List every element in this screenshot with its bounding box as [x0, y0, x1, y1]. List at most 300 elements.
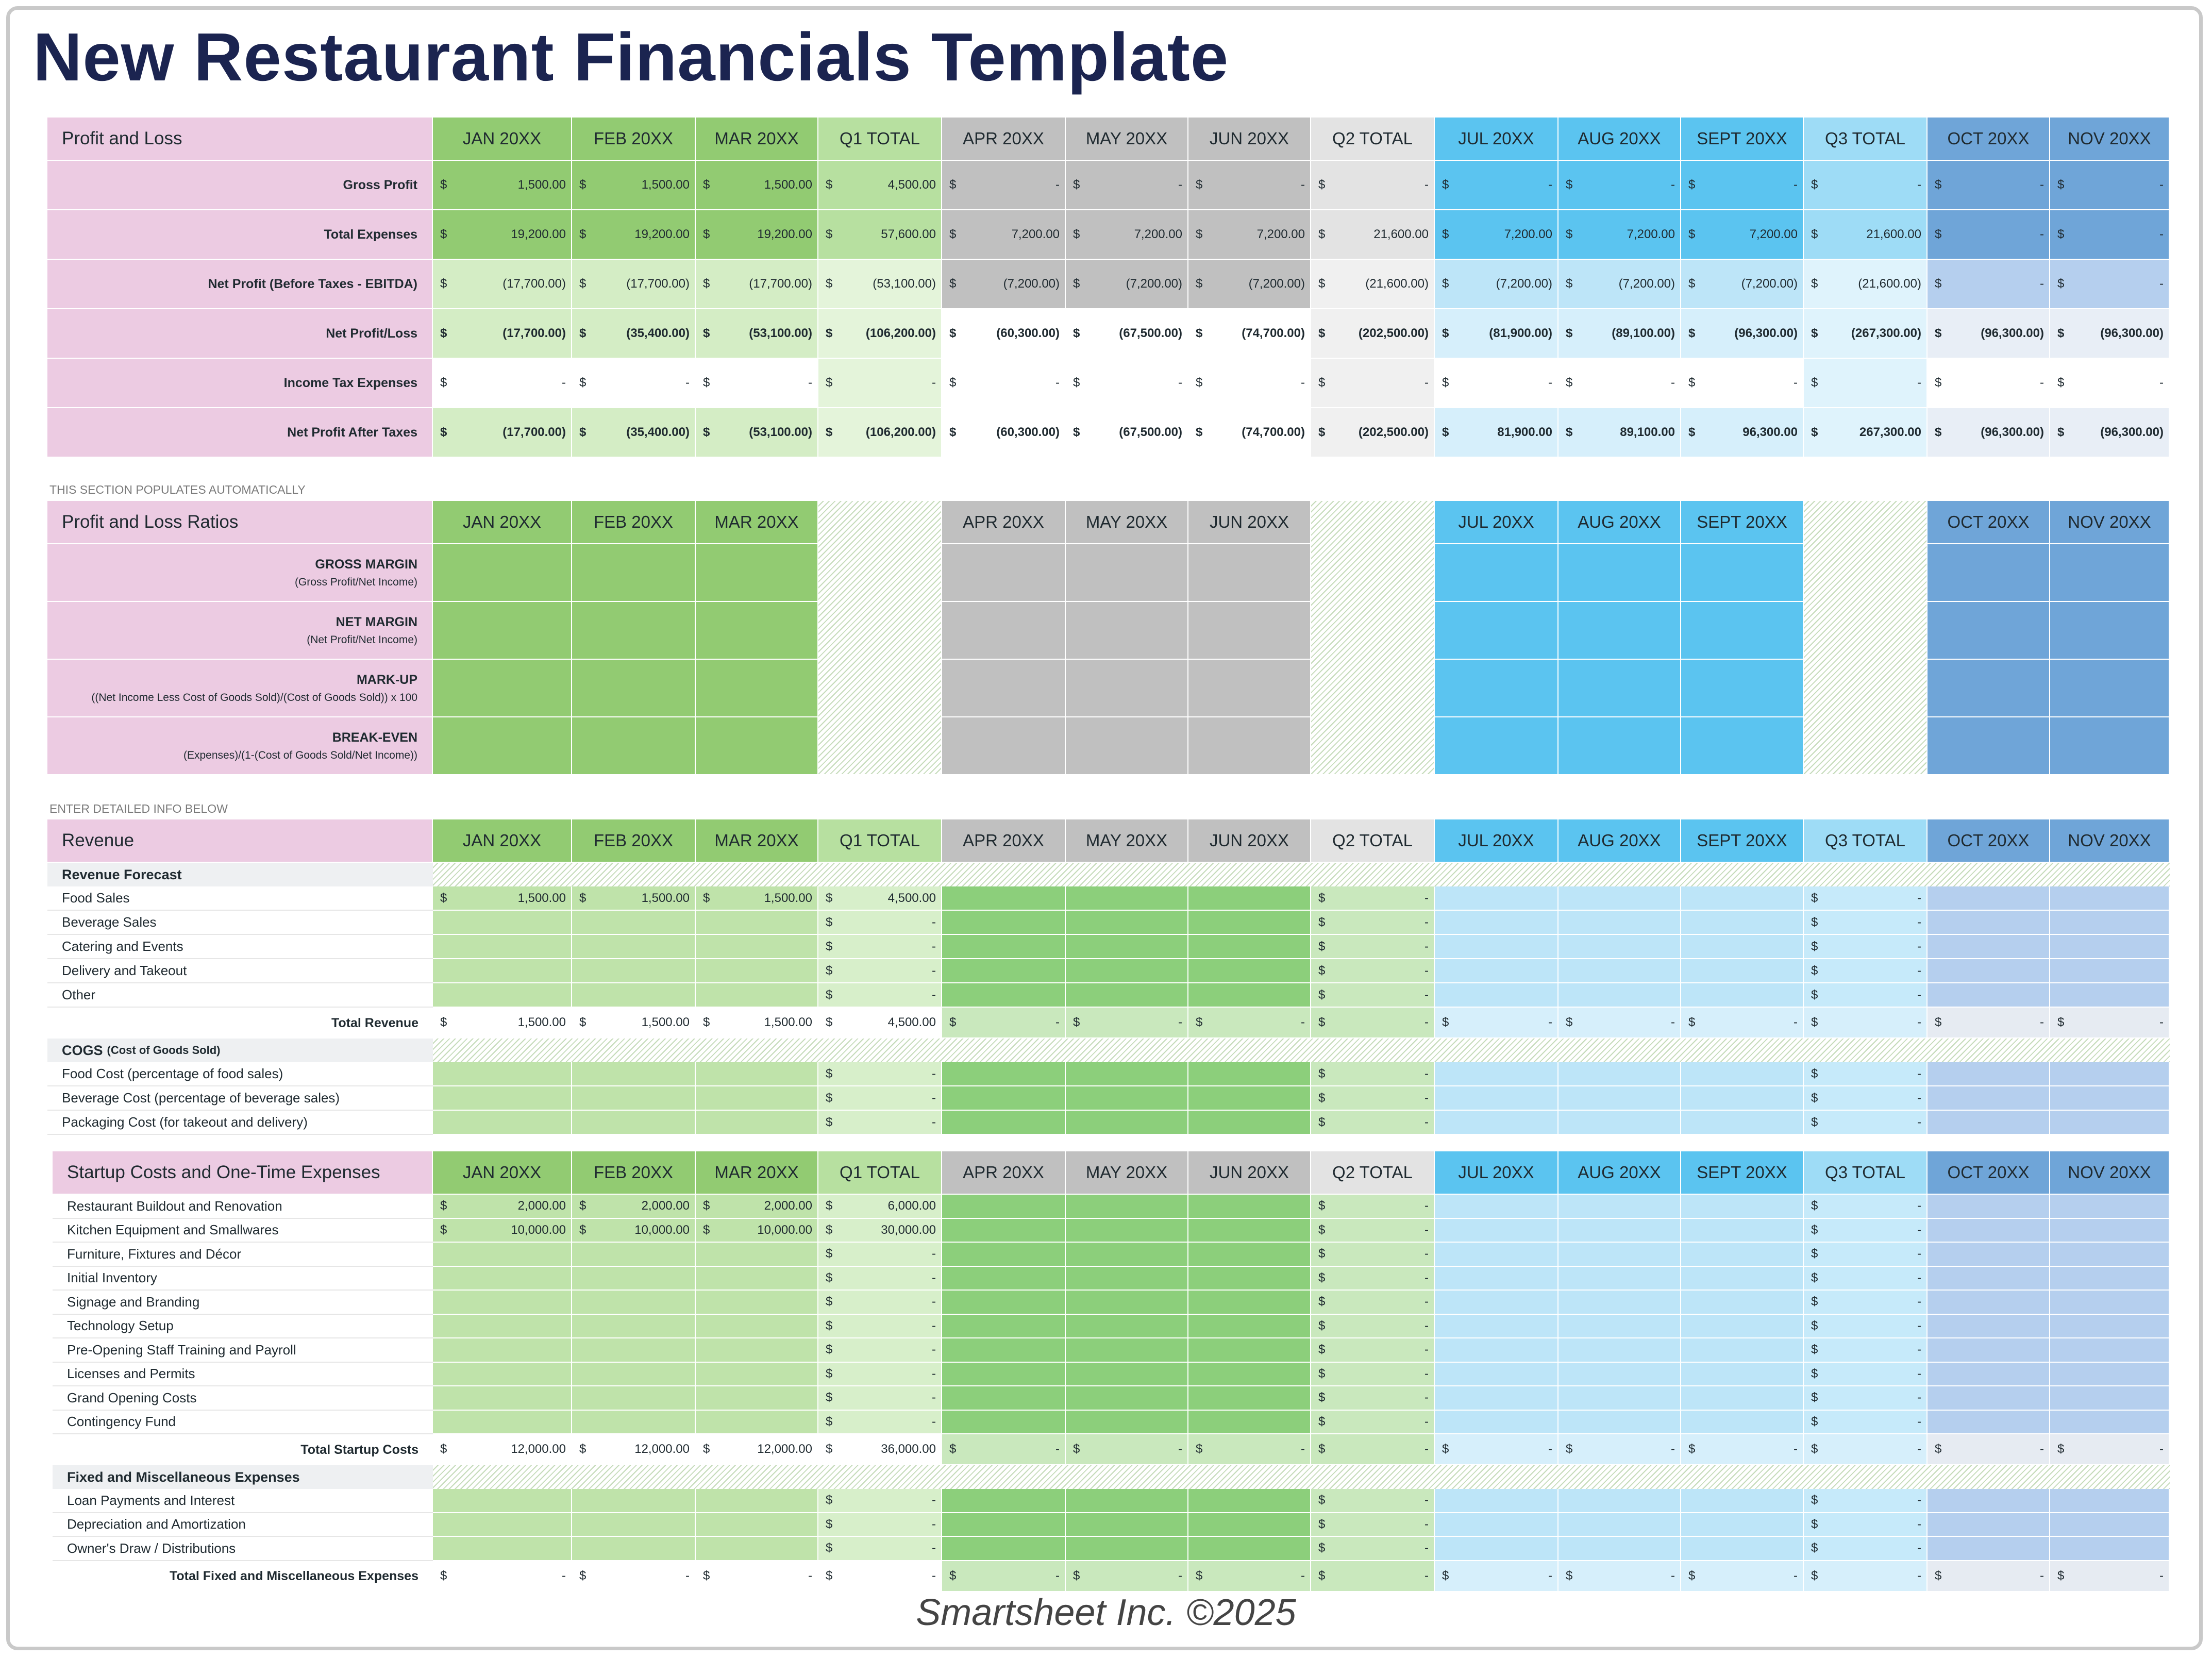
value-cell[interactable] — [1311, 1363, 1435, 1387]
value-cell[interactable] — [1681, 1386, 1804, 1411]
value-cell[interactable] — [942, 886, 1066, 911]
value-cell[interactable] — [696, 1537, 818, 1561]
value-cell[interactable] — [572, 1363, 696, 1387]
value-cell[interactable] — [1311, 983, 1435, 1008]
value-cell[interactable] — [1066, 1411, 1188, 1435]
value-cell[interactable] — [1435, 1243, 1559, 1267]
value-cell[interactable] — [433, 1338, 572, 1363]
value-cell[interactable] — [1804, 1363, 1928, 1387]
ratio-value-cell[interactable] — [2050, 717, 2170, 775]
value-cell[interactable] — [1559, 1315, 1681, 1339]
value-cell[interactable] — [818, 983, 942, 1008]
value-cell[interactable] — [1559, 1111, 1681, 1135]
value-cell[interactable] — [1066, 1513, 1188, 1537]
value-cell[interactable] — [818, 935, 942, 959]
value-cell[interactable] — [696, 1489, 818, 1513]
value-cell[interactable] — [1804, 1513, 1928, 1537]
value-cell[interactable] — [1804, 1062, 1928, 1086]
value-cell[interactable] — [2050, 1219, 2170, 1243]
ratio-value-cell[interactable] — [572, 602, 696, 660]
value-cell[interactable] — [818, 1513, 942, 1537]
value-cell[interactable] — [1066, 1219, 1188, 1243]
ratio-value-cell[interactable] — [1435, 660, 1559, 717]
value-cell[interactable] — [1311, 1537, 1435, 1561]
value-cell[interactable] — [1928, 1219, 2050, 1243]
value-cell[interactable] — [942, 911, 1066, 935]
value-cell[interactable] — [433, 1537, 572, 1561]
value-cell[interactable] — [1681, 1537, 1804, 1561]
value-cell[interactable] — [1311, 1219, 1435, 1243]
value-cell[interactable] — [1804, 1243, 1928, 1267]
ratio-value-cell[interactable] — [2050, 544, 2170, 602]
value-cell[interactable] — [818, 1111, 942, 1135]
ratio-value-cell[interactable] — [572, 660, 696, 717]
value-cell[interactable] — [433, 911, 572, 935]
value-cell[interactable] — [1681, 1338, 1804, 1363]
value-cell[interactable] — [1311, 1086, 1435, 1111]
value-cell[interactable] — [1311, 1195, 1435, 1219]
ratio-value-cell[interactable] — [1066, 602, 1188, 660]
value-cell[interactable] — [1435, 1267, 1559, 1291]
value-cell[interactable] — [433, 1386, 572, 1411]
ratio-value-cell[interactable] — [1681, 717, 1804, 775]
value-cell[interactable] — [2050, 1243, 2170, 1267]
value-cell[interactable] — [696, 1291, 818, 1315]
value-cell[interactable] — [1804, 1111, 1928, 1135]
value-cell[interactable] — [1928, 1386, 2050, 1411]
ratio-value-cell[interactable] — [1928, 602, 2050, 660]
value-cell[interactable] — [1066, 1315, 1188, 1339]
value-cell[interactable] — [1681, 886, 1804, 911]
ratio-value-cell[interactable] — [696, 602, 818, 660]
value-cell[interactable] — [2050, 959, 2170, 983]
value-cell[interactable] — [572, 1219, 696, 1243]
value-cell[interactable] — [1681, 1243, 1804, 1267]
value-cell[interactable] — [2050, 1537, 2170, 1561]
value-cell[interactable] — [433, 1411, 572, 1435]
value-cell[interactable] — [696, 1086, 818, 1111]
value-cell[interactable] — [2050, 1386, 2170, 1411]
ratio-value-cell[interactable] — [942, 602, 1066, 660]
value-cell[interactable] — [1681, 1315, 1804, 1339]
value-cell[interactable] — [1188, 983, 1311, 1008]
value-cell[interactable] — [1188, 1386, 1311, 1411]
value-cell[interactable] — [696, 983, 818, 1008]
value-cell[interactable] — [1435, 1513, 1559, 1537]
value-cell[interactable] — [1066, 959, 1188, 983]
value-cell[interactable] — [1681, 911, 1804, 935]
value-cell[interactable] — [1311, 1062, 1435, 1086]
value-cell[interactable] — [942, 1243, 1066, 1267]
value-cell[interactable] — [696, 1062, 818, 1086]
value-cell[interactable] — [572, 1489, 696, 1513]
value-cell[interactable] — [1066, 1386, 1188, 1411]
value-cell[interactable] — [1681, 1489, 1804, 1513]
value-cell[interactable] — [818, 911, 942, 935]
value-cell[interactable] — [2050, 1062, 2170, 1086]
value-cell[interactable] — [696, 1219, 818, 1243]
value-cell[interactable] — [433, 1195, 572, 1219]
value-cell[interactable] — [433, 983, 572, 1008]
value-cell[interactable] — [696, 1243, 818, 1267]
value-cell[interactable] — [1188, 1537, 1311, 1561]
value-cell[interactable] — [1804, 1489, 1928, 1513]
value-cell[interactable] — [818, 1086, 942, 1111]
value-cell[interactable] — [1066, 1537, 1188, 1561]
value-cell[interactable] — [818, 1062, 942, 1086]
ratio-value-cell[interactable] — [1188, 544, 1311, 602]
value-cell[interactable] — [2050, 983, 2170, 1008]
value-cell[interactable] — [1559, 1386, 1681, 1411]
ratio-value-cell[interactable] — [696, 717, 818, 775]
value-cell[interactable] — [2050, 1513, 2170, 1537]
value-cell[interactable] — [1066, 911, 1188, 935]
value-cell[interactable] — [1311, 1267, 1435, 1291]
value-cell[interactable] — [2050, 911, 2170, 935]
value-cell[interactable] — [696, 1513, 818, 1537]
value-cell[interactable] — [818, 1195, 942, 1219]
value-cell[interactable] — [1435, 1291, 1559, 1315]
value-cell[interactable] — [1928, 1513, 2050, 1537]
value-cell[interactable] — [1804, 1315, 1928, 1339]
value-cell[interactable] — [1804, 1267, 1928, 1291]
value-cell[interactable] — [1928, 911, 2050, 935]
value-cell[interactable] — [1804, 983, 1928, 1008]
value-cell[interactable] — [1928, 1195, 2050, 1219]
value-cell[interactable] — [1066, 1267, 1188, 1291]
value-cell[interactable] — [1804, 1219, 1928, 1243]
ratio-value-cell[interactable] — [1435, 544, 1559, 602]
value-cell[interactable] — [1066, 1291, 1188, 1315]
value-cell[interactable] — [1311, 1315, 1435, 1339]
value-cell[interactable] — [572, 886, 696, 911]
value-cell[interactable] — [942, 935, 1066, 959]
value-cell[interactable] — [1311, 1243, 1435, 1267]
value-cell[interactable] — [1066, 935, 1188, 959]
value-cell[interactable] — [1311, 1411, 1435, 1435]
value-cell[interactable] — [942, 1338, 1066, 1363]
value-cell[interactable] — [818, 1363, 942, 1387]
ratio-value-cell[interactable] — [942, 717, 1066, 775]
value-cell[interactable] — [1559, 935, 1681, 959]
ratio-value-cell[interactable] — [433, 544, 572, 602]
ratio-value-cell[interactable] — [1188, 717, 1311, 775]
value-cell[interactable] — [1928, 1537, 2050, 1561]
value-cell[interactable] — [572, 959, 696, 983]
value-cell[interactable] — [942, 1086, 1066, 1111]
ratio-value-cell[interactable] — [1928, 544, 2050, 602]
ratio-value-cell[interactable] — [1681, 544, 1804, 602]
ratio-value-cell[interactable] — [1559, 544, 1681, 602]
value-cell[interactable] — [1928, 1363, 2050, 1387]
value-cell[interactable] — [1435, 1315, 1559, 1339]
value-cell[interactable] — [1928, 1338, 2050, 1363]
value-cell[interactable] — [942, 1267, 1066, 1291]
value-cell[interactable] — [1435, 1386, 1559, 1411]
value-cell[interactable] — [1928, 1111, 2050, 1135]
value-cell[interactable] — [1804, 959, 1928, 983]
value-cell[interactable] — [1066, 1062, 1188, 1086]
value-cell[interactable] — [1681, 1111, 1804, 1135]
value-cell[interactable] — [1435, 1363, 1559, 1387]
ratio-value-cell[interactable] — [433, 717, 572, 775]
value-cell[interactable] — [1188, 886, 1311, 911]
value-cell[interactable] — [1928, 1062, 2050, 1086]
value-cell[interactable] — [942, 1363, 1066, 1387]
value-cell[interactable] — [1435, 935, 1559, 959]
value-cell[interactable] — [942, 1537, 1066, 1561]
ratio-value-cell[interactable] — [696, 660, 818, 717]
value-cell[interactable] — [572, 1062, 696, 1086]
value-cell[interactable] — [572, 1315, 696, 1339]
value-cell[interactable] — [433, 1243, 572, 1267]
value-cell[interactable] — [1435, 1062, 1559, 1086]
value-cell[interactable] — [1066, 886, 1188, 911]
value-cell[interactable] — [1435, 1086, 1559, 1111]
value-cell[interactable] — [696, 1315, 818, 1339]
value-cell[interactable] — [433, 1219, 572, 1243]
value-cell[interactable] — [818, 959, 942, 983]
value-cell[interactable] — [1435, 1537, 1559, 1561]
value-cell[interactable] — [1435, 959, 1559, 983]
value-cell[interactable] — [1928, 935, 2050, 959]
value-cell[interactable] — [1681, 959, 1804, 983]
value-cell[interactable] — [572, 1338, 696, 1363]
value-cell[interactable] — [1928, 1086, 2050, 1111]
value-cell[interactable] — [1804, 1386, 1928, 1411]
ratio-value-cell[interactable] — [696, 544, 818, 602]
value-cell[interactable] — [1066, 1243, 1188, 1267]
value-cell[interactable] — [1928, 886, 2050, 911]
value-cell[interactable] — [1559, 886, 1681, 911]
ratio-value-cell[interactable] — [1066, 717, 1188, 775]
value-cell[interactable] — [696, 1363, 818, 1387]
value-cell[interactable] — [572, 1243, 696, 1267]
value-cell[interactable] — [1559, 1537, 1681, 1561]
value-cell[interactable] — [1681, 1291, 1804, 1315]
value-cell[interactable] — [1559, 959, 1681, 983]
ratio-value-cell[interactable] — [1066, 660, 1188, 717]
value-cell[interactable] — [1681, 1195, 1804, 1219]
value-cell[interactable] — [696, 1195, 818, 1219]
value-cell[interactable] — [942, 1111, 1066, 1135]
value-cell[interactable] — [942, 983, 1066, 1008]
value-cell[interactable] — [818, 1291, 942, 1315]
value-cell[interactable] — [1188, 1062, 1311, 1086]
value-cell[interactable] — [1435, 983, 1559, 1008]
value-cell[interactable] — [1435, 1195, 1559, 1219]
ratio-value-cell[interactable] — [2050, 660, 2170, 717]
value-cell[interactable] — [2050, 886, 2170, 911]
value-cell[interactable] — [1188, 959, 1311, 983]
value-cell[interactable] — [1804, 886, 1928, 911]
value-cell[interactable] — [696, 1267, 818, 1291]
value-cell[interactable] — [1435, 1489, 1559, 1513]
value-cell[interactable] — [1804, 911, 1928, 935]
value-cell[interactable] — [1066, 1489, 1188, 1513]
value-cell[interactable] — [1311, 1338, 1435, 1363]
value-cell[interactable] — [2050, 1489, 2170, 1513]
value-cell[interactable] — [1311, 1513, 1435, 1537]
value-cell[interactable] — [1188, 1363, 1311, 1387]
value-cell[interactable] — [1681, 1086, 1804, 1111]
value-cell[interactable] — [696, 1338, 818, 1363]
value-cell[interactable] — [1559, 1195, 1681, 1219]
value-cell[interactable] — [1311, 959, 1435, 983]
value-cell[interactable] — [1559, 1489, 1681, 1513]
value-cell[interactable] — [696, 886, 818, 911]
value-cell[interactable] — [1188, 1195, 1311, 1219]
value-cell[interactable] — [433, 1489, 572, 1513]
value-cell[interactable] — [818, 1338, 942, 1363]
value-cell[interactable] — [1311, 1489, 1435, 1513]
value-cell[interactable] — [1804, 1338, 1928, 1363]
value-cell[interactable] — [1188, 935, 1311, 959]
value-cell[interactable] — [1435, 1338, 1559, 1363]
value-cell[interactable] — [1559, 983, 1681, 1008]
value-cell[interactable] — [2050, 935, 2170, 959]
value-cell[interactable] — [1559, 1291, 1681, 1315]
value-cell[interactable] — [1928, 959, 2050, 983]
value-cell[interactable] — [942, 1315, 1066, 1339]
value-cell[interactable] — [1188, 1513, 1311, 1537]
value-cell[interactable] — [1928, 1291, 2050, 1315]
value-cell[interactable] — [1311, 1111, 1435, 1135]
value-cell[interactable] — [433, 1513, 572, 1537]
value-cell[interactable] — [942, 959, 1066, 983]
value-cell[interactable] — [1066, 1363, 1188, 1387]
ratio-value-cell[interactable] — [942, 660, 1066, 717]
value-cell[interactable] — [942, 1489, 1066, 1513]
value-cell[interactable] — [1681, 1411, 1804, 1435]
value-cell[interactable] — [942, 1219, 1066, 1243]
value-cell[interactable] — [572, 1086, 696, 1111]
ratio-value-cell[interactable] — [572, 717, 696, 775]
value-cell[interactable] — [572, 983, 696, 1008]
value-cell[interactable] — [1804, 1195, 1928, 1219]
value-cell[interactable] — [1559, 1513, 1681, 1537]
value-cell[interactable] — [1681, 1513, 1804, 1537]
value-cell[interactable] — [1928, 1411, 2050, 1435]
ratio-value-cell[interactable] — [1559, 660, 1681, 717]
ratio-value-cell[interactable] — [2050, 602, 2170, 660]
value-cell[interactable] — [818, 1315, 942, 1339]
value-cell[interactable] — [1559, 1363, 1681, 1387]
value-cell[interactable] — [2050, 1291, 2170, 1315]
value-cell[interactable] — [1681, 983, 1804, 1008]
value-cell[interactable] — [1188, 1291, 1311, 1315]
value-cell[interactable] — [1188, 1489, 1311, 1513]
value-cell[interactable] — [1435, 886, 1559, 911]
value-cell[interactable] — [1559, 1411, 1681, 1435]
value-cell[interactable] — [1311, 935, 1435, 959]
value-cell[interactable] — [433, 1062, 572, 1086]
value-cell[interactable] — [572, 1537, 696, 1561]
value-cell[interactable] — [2050, 1338, 2170, 1363]
value-cell[interactable] — [1681, 1062, 1804, 1086]
value-cell[interactable] — [1681, 1363, 1804, 1387]
ratio-value-cell[interactable] — [1928, 660, 2050, 717]
value-cell[interactable] — [1311, 911, 1435, 935]
ratio-value-cell[interactable] — [1188, 660, 1311, 717]
value-cell[interactable] — [818, 1411, 942, 1435]
value-cell[interactable] — [1559, 1086, 1681, 1111]
value-cell[interactable] — [1188, 1267, 1311, 1291]
ratio-value-cell[interactable] — [433, 602, 572, 660]
value-cell[interactable] — [696, 959, 818, 983]
value-cell[interactable] — [1188, 1086, 1311, 1111]
value-cell[interactable] — [433, 1111, 572, 1135]
value-cell[interactable] — [2050, 1315, 2170, 1339]
value-cell[interactable] — [572, 1411, 696, 1435]
value-cell[interactable] — [1188, 1243, 1311, 1267]
value-cell[interactable] — [1188, 1219, 1311, 1243]
value-cell[interactable] — [1559, 1219, 1681, 1243]
value-cell[interactable] — [1066, 1086, 1188, 1111]
value-cell[interactable] — [942, 1291, 1066, 1315]
value-cell[interactable] — [433, 1086, 572, 1111]
ratio-value-cell[interactable] — [1066, 544, 1188, 602]
value-cell[interactable] — [1066, 1338, 1188, 1363]
ratio-value-cell[interactable] — [1928, 717, 2050, 775]
value-cell[interactable] — [1928, 983, 2050, 1008]
value-cell[interactable] — [2050, 1363, 2170, 1387]
value-cell[interactable] — [1435, 1111, 1559, 1135]
ratio-value-cell[interactable] — [572, 544, 696, 602]
value-cell[interactable] — [1681, 935, 1804, 959]
value-cell[interactable] — [572, 1386, 696, 1411]
value-cell[interactable] — [1681, 1219, 1804, 1243]
value-cell[interactable] — [818, 1267, 942, 1291]
ratio-value-cell[interactable] — [1188, 602, 1311, 660]
value-cell[interactable] — [1559, 911, 1681, 935]
value-cell[interactable] — [1559, 1062, 1681, 1086]
value-cell[interactable] — [572, 1267, 696, 1291]
value-cell[interactable] — [1435, 1411, 1559, 1435]
value-cell[interactable] — [1559, 1338, 1681, 1363]
value-cell[interactable] — [696, 1411, 818, 1435]
value-cell[interactable] — [1681, 1267, 1804, 1291]
value-cell[interactable] — [1066, 1111, 1188, 1135]
value-cell[interactable] — [818, 1219, 942, 1243]
value-cell[interactable] — [818, 886, 942, 911]
value-cell[interactable] — [1804, 1086, 1928, 1111]
ratio-value-cell[interactable] — [1435, 717, 1559, 775]
value-cell[interactable] — [1559, 1267, 1681, 1291]
value-cell[interactable] — [2050, 1411, 2170, 1435]
value-cell[interactable] — [1188, 1411, 1311, 1435]
value-cell[interactable] — [1188, 1338, 1311, 1363]
value-cell[interactable] — [1066, 983, 1188, 1008]
value-cell[interactable] — [818, 1537, 942, 1561]
value-cell[interactable] — [696, 1111, 818, 1135]
value-cell[interactable] — [433, 1291, 572, 1315]
value-cell[interactable] — [433, 935, 572, 959]
ratio-value-cell[interactable] — [433, 660, 572, 717]
value-cell[interactable] — [818, 1243, 942, 1267]
value-cell[interactable] — [1435, 911, 1559, 935]
value-cell[interactable] — [1311, 886, 1435, 911]
value-cell[interactable] — [572, 1291, 696, 1315]
value-cell[interactable] — [1311, 1291, 1435, 1315]
value-cell[interactable] — [433, 1267, 572, 1291]
value-cell[interactable] — [1188, 911, 1311, 935]
value-cell[interactable] — [2050, 1111, 2170, 1135]
ratio-value-cell[interactable] — [1559, 602, 1681, 660]
ratio-value-cell[interactable] — [942, 544, 1066, 602]
value-cell[interactable] — [1928, 1489, 2050, 1513]
value-cell[interactable] — [942, 1386, 1066, 1411]
